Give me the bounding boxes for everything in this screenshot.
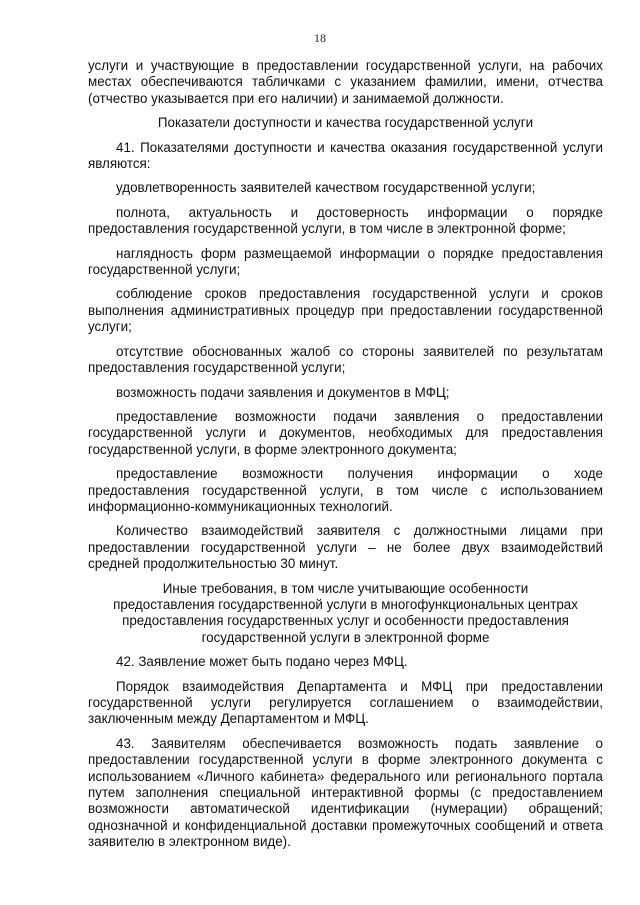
- paragraph-41-item-6: возможность подачи заявления и документов в МФЦ;: [116, 384, 450, 400]
- paragraph-41-item-5: отсутствие обоснованных жалоб со стороны заявителей по результатам предоставления государственной услуги;: [88, 343, 603, 376]
- paragraph-41: 41. Показателями доступности и качества оказания государственной услуги являются:: [88, 139, 603, 172]
- paragraph-41-item-3: наглядность форм размещаемой информации о порядке предоставления государственной услуги;: [88, 245, 603, 278]
- section-heading-other-requirements: [88, 581, 603, 647]
- paragraph-41-item-7: предоставление возможности подачи заявления о предоставлении государственной услуги и документов, необходимых для предоставления государственной услуги, в форме электронного документа;: [88, 408, 603, 457]
- paragraph-41-item-8: предоставление возможности получения информации о ходе предоставления государственной услуги, в том числе с использованием информационно-коммуникационных технологий.: [88, 466, 603, 514]
- paragraph-43: 43. Заявителям обеспечивается возможность подать заявление о предоставлении государственной услуги в форме электронного документа с использованием «Личного кабинета» федерального или регионального портала путем заполнения специальной интерактивной формы (с предоставлением возможности автоматической идентификации (нумерации) обращений; однозначной и конфиденциальной доставки промежуточных сообщений и ответа заявителю в электронном виде).: [88, 735, 603, 850]
- document-body: [88, 58, 603, 859]
- paragraph-41-interactions: Количество взаимодействий заявителя с должностными лицами при предоставлении государственной услуги – не более двух взаимодействий средней продолжительностью 30 минут.: [88, 523, 603, 572]
- heading-line: государственной услуги в электронной форме: [201, 629, 490, 645]
- heading-line: Иные требования, в том числе учитывающие особенности: [162, 580, 529, 596]
- paragraph-42-procedure: Порядок взаимодействия Департамента и МФЦ при предоставлении государственной услуги регулируется соглашением о взаимодействии, заключенным между Департаментом и МФЦ.: [88, 678, 603, 727]
- paragraph-41-item-1: удовлетворенность заявителей качеством государственной услуги;: [116, 180, 536, 196]
- heading-line: предоставления государственной услуги в многофункциональных центрах: [113, 596, 578, 612]
- heading-line: предоставления государственных услуг и особенности предоставления: [122, 613, 569, 629]
- paragraph-41-item-2: полнота, актуальность и достоверность информации о порядке предоставления государственной услуги, в том числе в электронной форме;: [88, 204, 603, 237]
- paragraph-continuation: услуги и участвующие в предоставлении государственной услуги, на рабочих местах обеспечиваются табличками с указанием фамилии, имени, отчества (отчество указывается при его наличии) и занимаемой должности.: [88, 58, 603, 106]
- section-heading-accessibility: Показатели доступности и качества государственной услуги: [157, 115, 534, 131]
- paragraph-41-item-4: соблюдение сроков предоставления государственной услуги и сроков выполнения административных процедур при предоставлении государственной услуги;: [88, 286, 603, 335]
- page-number: 18: [314, 31, 326, 45]
- paragraph-42: 42. Заявление может быть подано через МФЦ.: [116, 654, 408, 670]
